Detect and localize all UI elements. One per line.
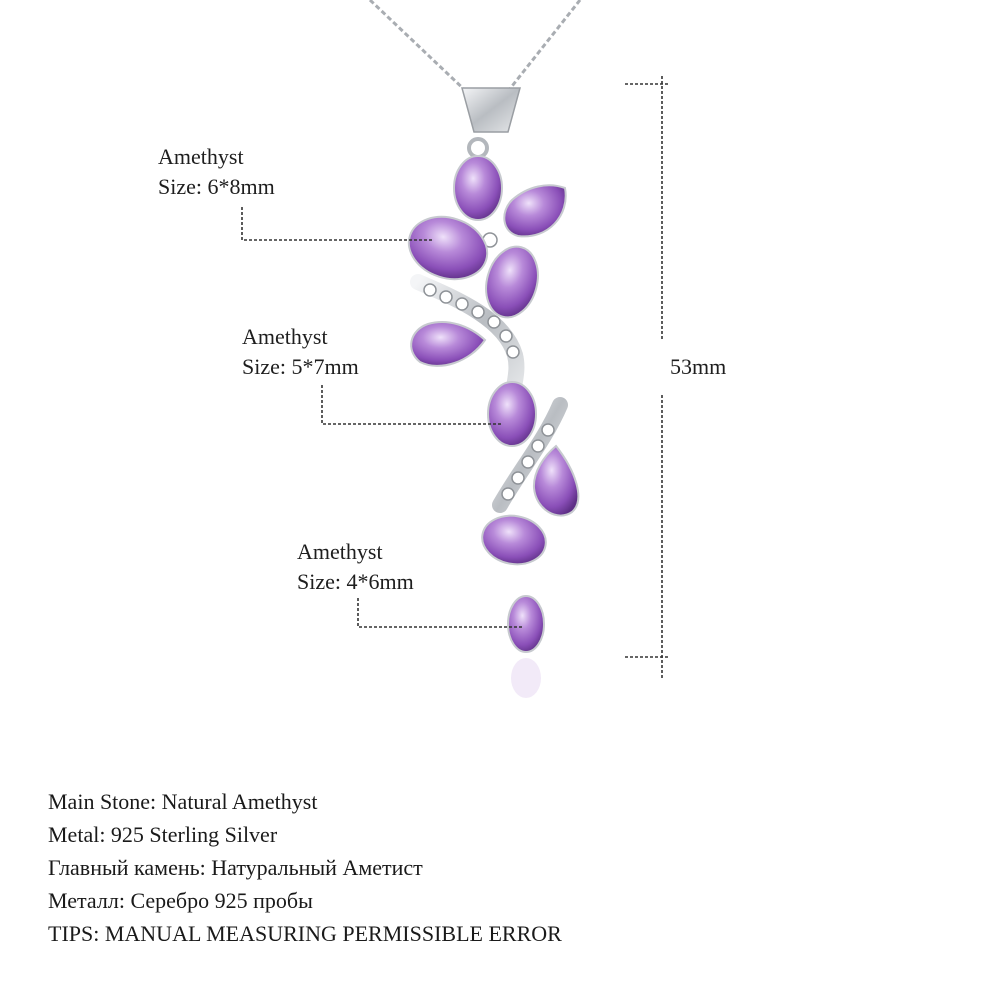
annotation-stone-name: Amethyst: [242, 324, 328, 349]
spec-line: TIPS: MANUAL MEASURING PERMISSIBLE ERROR: [48, 921, 562, 946]
amethyst-stone: [534, 446, 578, 516]
length-label: 53mm: [670, 354, 727, 379]
annotation-stone-size: Size: 6*8mm: [158, 174, 275, 199]
annotation-large-stone: [158, 142, 275, 202]
spec-line: Главный камень: Натуральный Аметист: [48, 855, 423, 880]
amethyst-stone: [411, 322, 485, 366]
annotation-small-stone: [297, 537, 414, 597]
amethyst-stone: [504, 185, 565, 236]
spec-line: Main Stone: Natural Amethyst: [48, 789, 318, 814]
annotation-medium-stone: [242, 322, 359, 382]
dimension-line: [625, 76, 670, 678]
annotation-stone-size: Size: 5*7mm: [242, 354, 359, 379]
spec-line: Metal: 925 Sterling Silver: [48, 822, 278, 847]
amethyst-stones: [401, 156, 579, 652]
product-specs: [48, 785, 562, 950]
amethyst-stone: [508, 596, 544, 652]
annotation-stone-size: Size: 4*6mm: [297, 569, 414, 594]
amethyst-stone: [478, 511, 549, 569]
amethyst-stone: [488, 382, 536, 446]
annotation-stone-name: Amethyst: [158, 144, 244, 169]
reflection: [511, 658, 541, 698]
amethyst-stone: [454, 156, 502, 220]
spec-line: Металл: Серебро 925 пробы: [48, 888, 313, 913]
chain: [370, 0, 580, 95]
bail: [462, 88, 520, 132]
bail-ring: [469, 139, 487, 157]
annotation-stone-name: Amethyst: [297, 539, 383, 564]
